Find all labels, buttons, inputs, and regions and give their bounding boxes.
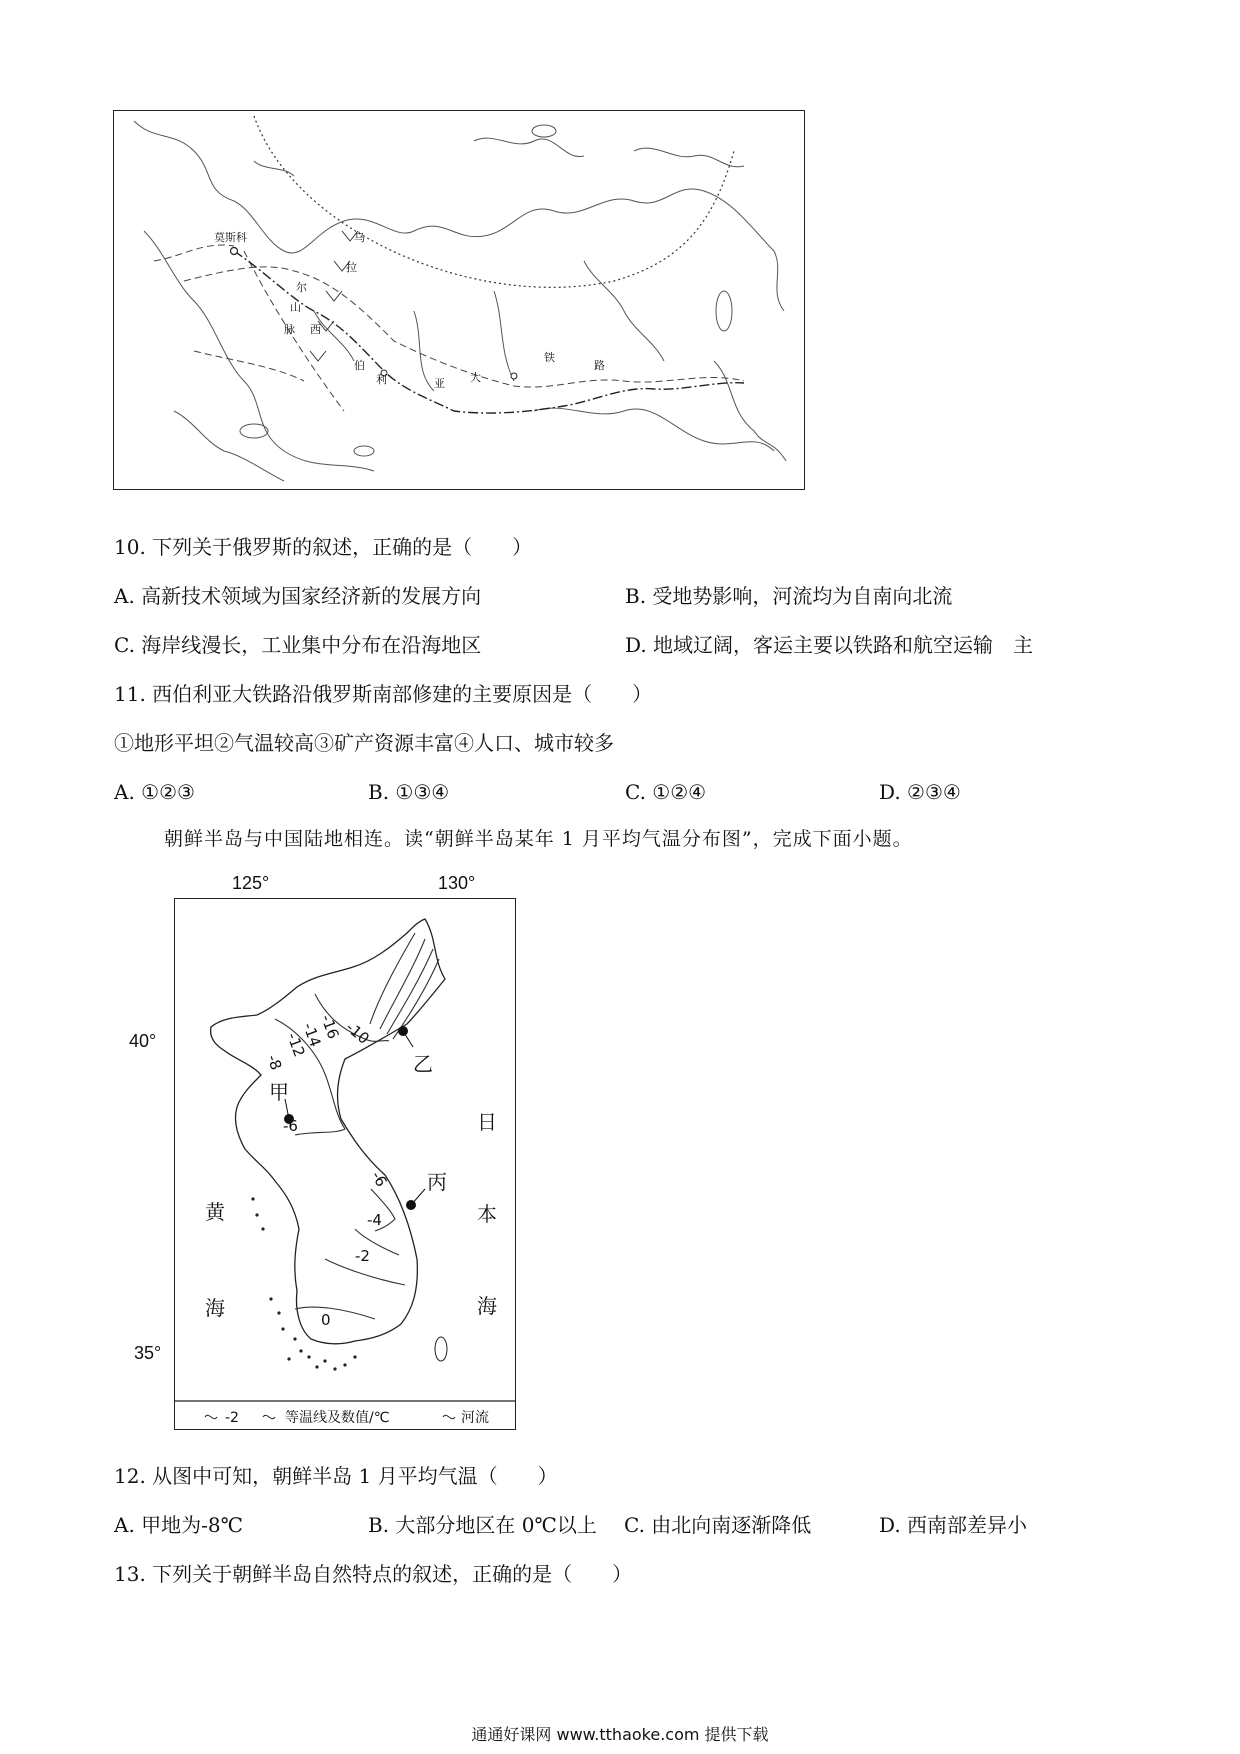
railway-char-3: 利 xyxy=(376,373,387,386)
japan-sea-char-3: 海 xyxy=(477,1294,497,1318)
korea-intro: 朝鲜半岛与中国陆地相连。读“朝鲜半岛某年 1 月平均气温分布图”，完成下面小题。 xyxy=(164,828,913,850)
railway-char-2: 伯 xyxy=(354,359,365,372)
legend-river-text: 河流 xyxy=(461,1410,489,1426)
korea-temperature-map xyxy=(174,898,516,1430)
bing-label: 丙 xyxy=(427,1170,447,1194)
q10-option-a[interactable]: A. 高新技术领域为国家经济新的发展方向 xyxy=(114,584,482,608)
railway-char-1: 西 xyxy=(310,323,321,336)
ural-char-3: 尔 xyxy=(296,281,307,294)
q13-stem: 13. 下列关于朝鲜半岛自然特点的叙述，正确的是（ ） xyxy=(114,1562,633,1586)
isotherm-label-8: -4 xyxy=(367,1211,382,1229)
isotherm-label-1: -16 xyxy=(317,1012,343,1042)
railway-char-7: 路 xyxy=(594,359,605,372)
q10-option-d[interactable]: D. 地域辽阔，客运主要以铁路和航空运输 主 xyxy=(625,633,1034,657)
ural-char-1: 乌 xyxy=(354,231,365,244)
isotherm-label-9: -2 xyxy=(355,1247,370,1265)
q12-stem: 12. 从图中可知，朝鲜半岛 1 月平均气温（ ） xyxy=(114,1464,558,1488)
isotherm-label-5: -8 xyxy=(263,1052,286,1073)
q10-stem: 10. 下列关于俄罗斯的叙述，正确的是（ ） xyxy=(114,535,533,559)
q11-option-b[interactable]: B. ①③④ xyxy=(368,780,450,804)
ural-char-2: 拉 xyxy=(346,261,357,274)
isotherm-label-4: -10 xyxy=(342,1018,373,1048)
isotherm-label-10: 0 xyxy=(321,1311,331,1329)
isotherm-label-6: -6 xyxy=(283,1117,298,1135)
ural-char-4: 山 xyxy=(290,301,301,314)
lat-tick-35: 35° xyxy=(134,1343,162,1363)
q11-option-a[interactable]: A. ①②③ xyxy=(114,780,195,804)
railway-char-5: 大 xyxy=(470,371,481,384)
isotherm-label-2: -14 xyxy=(299,1020,325,1050)
railway-char-6: 铁 xyxy=(544,351,555,364)
q10-option-c[interactable]: C. 海岸线漫长，工业集中分布在沿海地区 xyxy=(114,633,482,657)
q11-option-c[interactable]: C. ①②④ xyxy=(625,780,707,804)
footer-source: 通通好课网 www.tthaoke.com 提供下载 xyxy=(471,1725,769,1744)
q12-option-d[interactable]: D. 西南部差异小 xyxy=(879,1513,1028,1537)
legend-isotherm-text: 等温线及数值/℃ xyxy=(285,1410,390,1426)
q11-items: ①地形平坦②气温较高③矿产资源丰富④人口、城市较多 xyxy=(114,731,614,755)
moscow-label: 莫斯科 xyxy=(214,231,247,244)
lat-tick-40: 40° xyxy=(129,1031,157,1051)
ural-char-5: 脉 xyxy=(284,323,295,336)
q11-stem: 11. 西伯利亚大铁路沿俄罗斯南部修建的主要原因是（ ） xyxy=(114,682,653,706)
lon-tick-130: 130° xyxy=(438,873,476,893)
railway-char-4: 亚 xyxy=(434,377,445,390)
q10-option-b[interactable]: B. 受地势影响，河流均为自南向北流 xyxy=(625,584,953,608)
yellow-sea-char-2: 海 xyxy=(205,1296,225,1320)
q11-option-d[interactable]: D. ②③④ xyxy=(879,780,961,804)
legend-sample-value: -2 xyxy=(225,1410,239,1426)
lon-tick-125: 125° xyxy=(232,873,270,893)
isotherm-label-7: -6 xyxy=(367,1168,391,1190)
russia-map xyxy=(113,110,805,490)
russia-map-drawing xyxy=(114,111,804,489)
q12-option-a[interactable]: A. 甲地为-8℃ xyxy=(114,1513,244,1537)
yi-label: 乙 xyxy=(413,1052,433,1076)
moscow-dot xyxy=(231,248,238,255)
yellow-sea-char-1: 黄 xyxy=(205,1200,225,1224)
q12-option-c[interactable]: C. 由北向南逐渐降低 xyxy=(624,1513,812,1537)
japan-sea-char-2: 本 xyxy=(477,1202,497,1226)
q12-option-b[interactable]: B. 大部分地区在 0℃以上 xyxy=(368,1513,597,1537)
isotherm-label-3: -12 xyxy=(283,1030,309,1060)
jia-label: 甲 xyxy=(269,1080,289,1104)
korea-map-drawing xyxy=(175,899,515,1429)
japan-sea-char-1: 日 xyxy=(477,1110,497,1134)
